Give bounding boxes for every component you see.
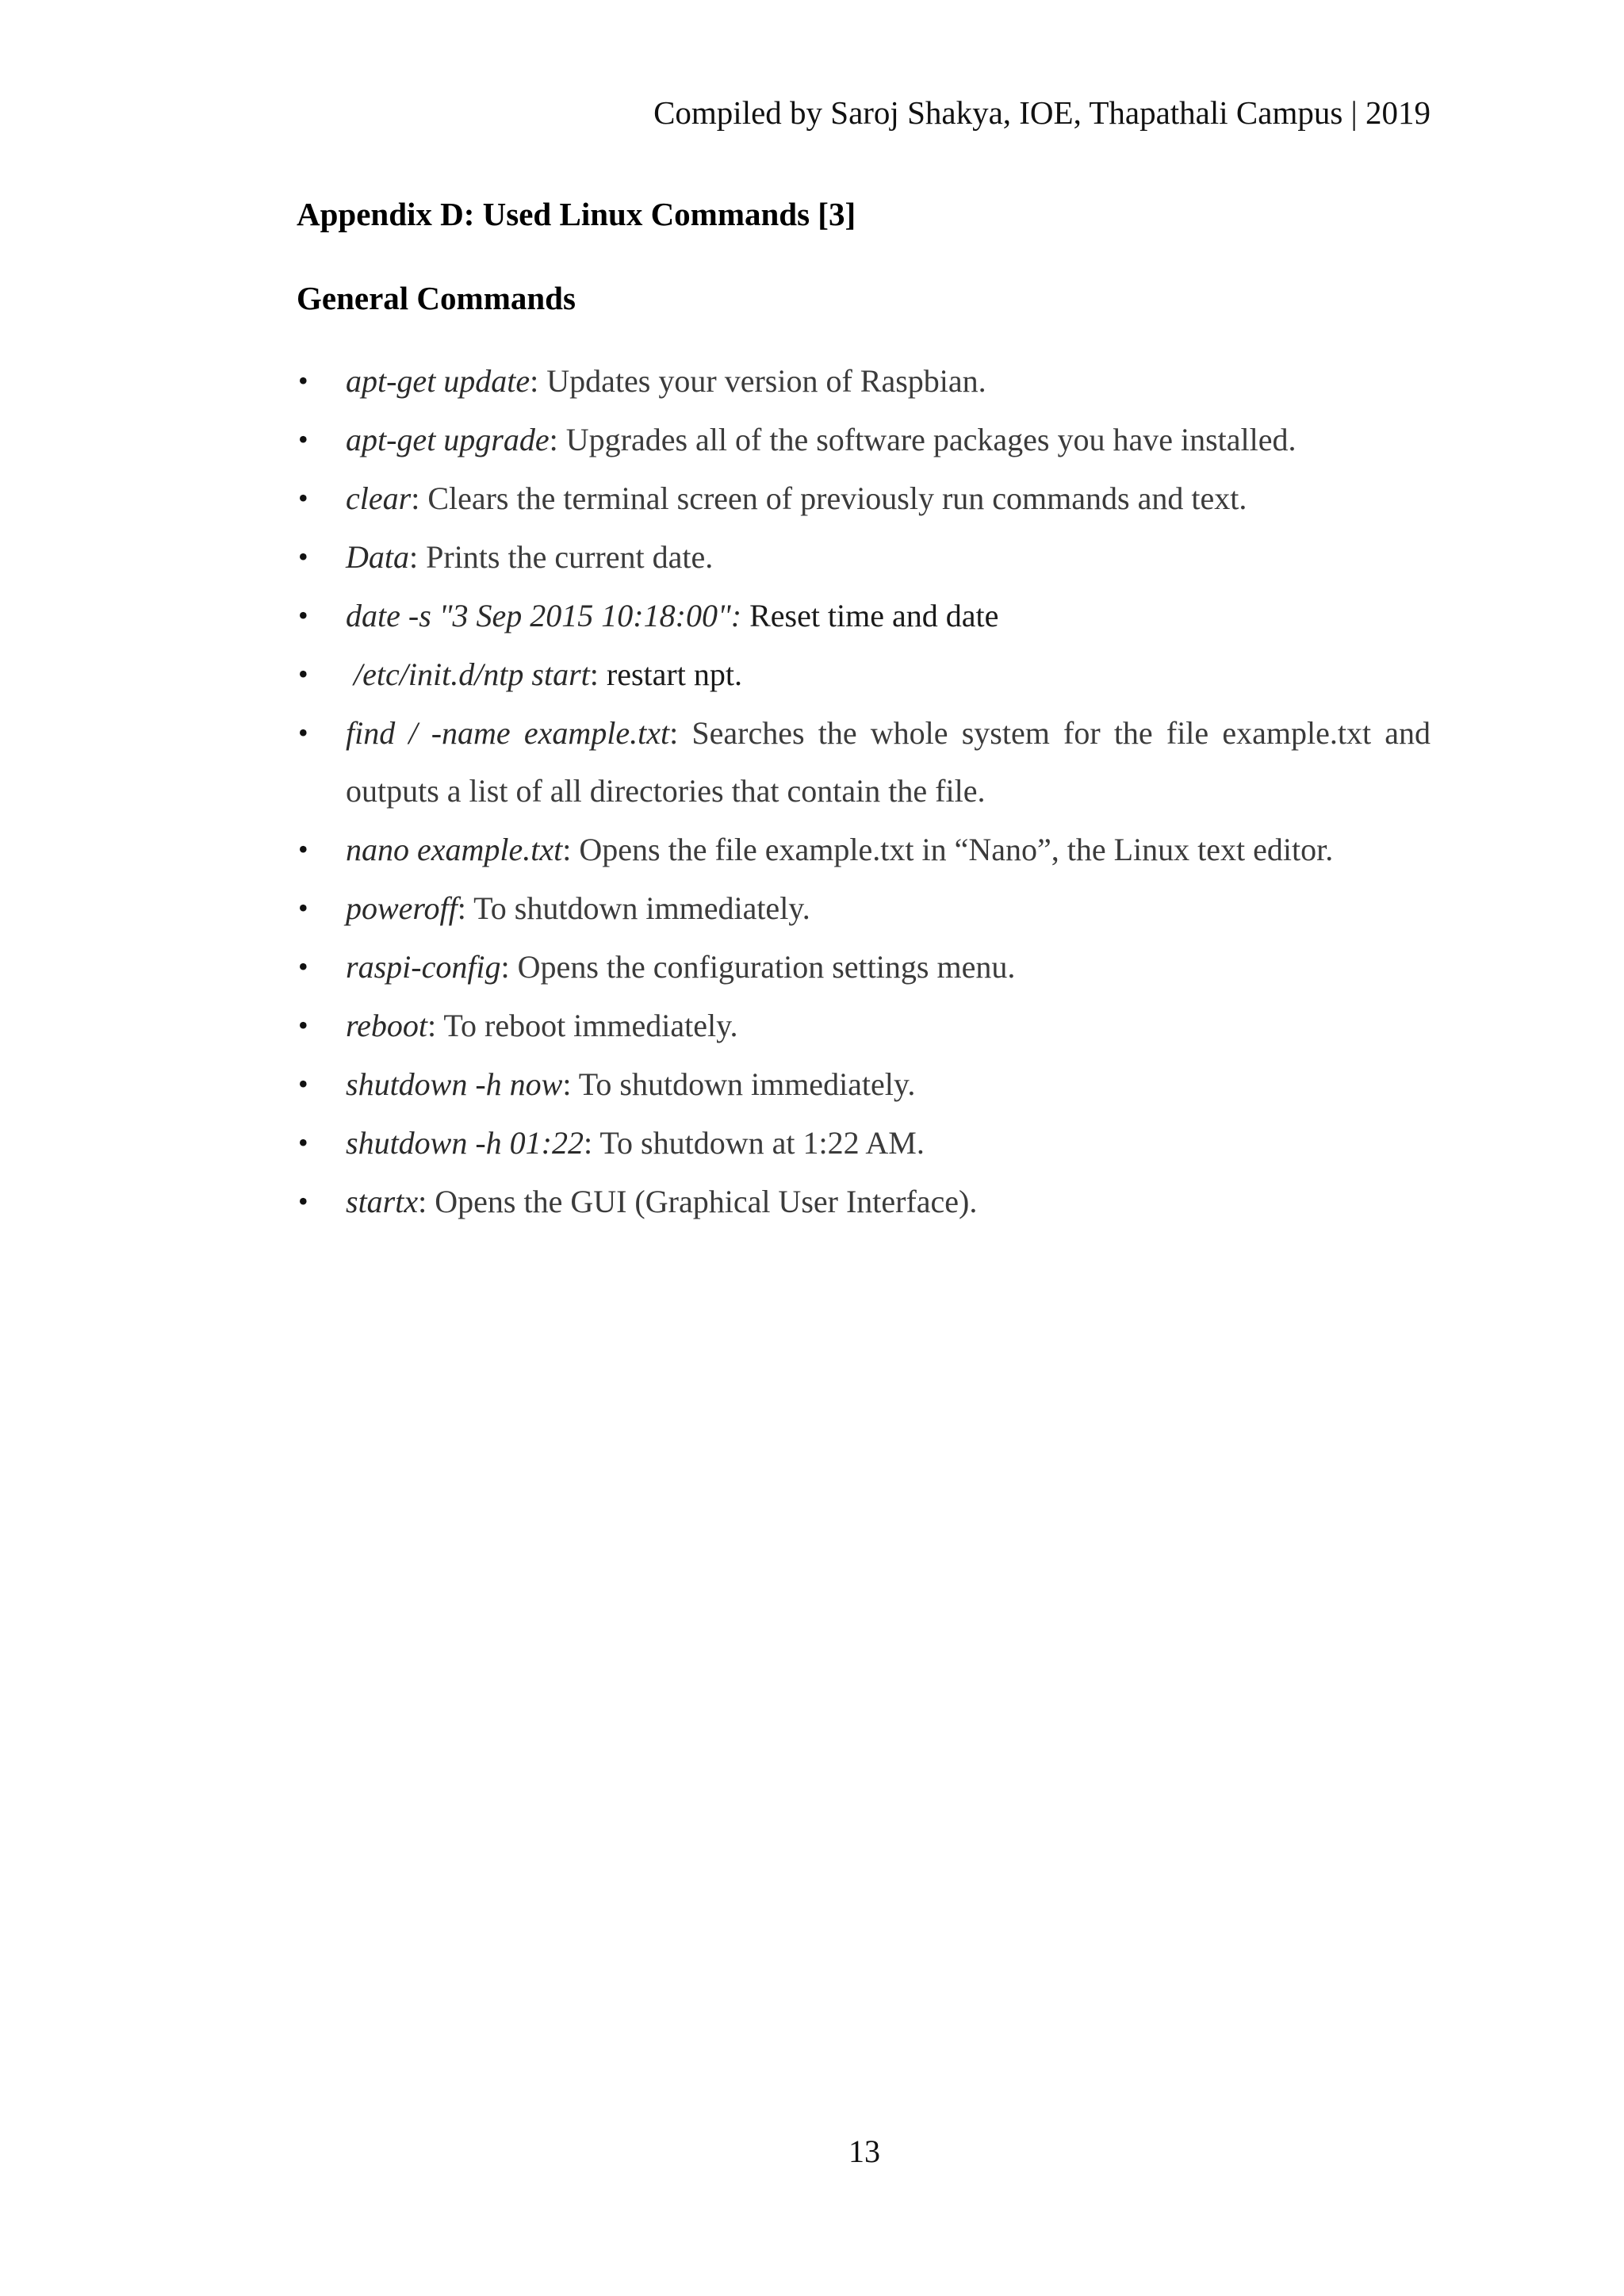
command-description: Reset time and date [741,598,999,633]
command-description: To shutdown immediately. [571,1066,916,1102]
command-name: shutdown -h 01:22 [346,1125,584,1161]
separator: : [530,363,539,399]
list-item [297,704,1431,820]
command-description: Opens the GUI (Graphical User Interface). [427,1184,978,1219]
list-item [297,1173,1431,1230]
command-description: Prints the current date. [418,539,714,575]
bullet-icon: • [298,833,308,865]
command-name: apt-get upgrade [346,422,550,457]
command-name: shutdown -h now [346,1066,563,1102]
separator: : [562,832,572,867]
command-description: Updates your version of Raspbian. [538,363,986,399]
command-name: startx [346,1184,419,1219]
list-item [297,821,1431,878]
page-number: 13 [848,2133,880,2169]
command-description: Opens the configuration settings menu. [509,949,1016,985]
bullet-icon: • [298,717,308,748]
separator: : [549,422,558,457]
separator: : [500,949,510,985]
command-name: /etc/init.d/ntp start [346,656,590,692]
bullet-icon: • [298,1068,308,1100]
appendix-title: Appendix D: Used Linux Commands [3] [297,196,856,232]
bullet-icon: • [298,1127,308,1158]
command-name: clear [346,480,412,516]
list-item [297,528,1431,586]
separator: : [669,715,679,751]
command-list [297,352,1431,1231]
list-item [297,1114,1431,1172]
command-description: Opens the file example.txt in “Nano”, the Linux text editor. [571,832,1334,867]
separator: : [457,890,466,926]
command-description: Searches the whole system for the file example.txt and outputs a list of all directories that contain the file. [346,715,1431,809]
separator: : [584,1125,593,1161]
separator: : [427,1008,437,1043]
bullet-icon: • [298,482,308,514]
bullet-icon: • [298,423,308,455]
command-name: raspi-config [346,949,501,985]
separator: : [411,480,420,516]
separator: : [409,539,419,575]
list-item [297,352,1431,410]
bullet-icon: • [298,1009,308,1041]
command-description: To reboot immediately. [436,1008,738,1043]
command-description: restart npt. [598,656,742,692]
section-title: General Commands [297,280,576,316]
command-name: reboot [346,1008,427,1043]
list-item [297,411,1431,469]
bullet-icon: • [298,599,308,631]
command-name: find / -name example.txt [346,715,670,751]
list-item [297,879,1431,937]
command-description: To shutdown immediately. [465,890,810,926]
list-item [297,645,1431,703]
bullet-icon: • [298,365,308,396]
command-name: nano example.txt [346,832,563,867]
bullet-icon: • [298,892,308,924]
command-name: date -s "3 Sep 2015 10:18:00": [346,598,742,633]
bullet-icon: • [298,541,308,572]
separator: : [418,1184,427,1219]
list-item [297,938,1431,996]
separator: : [562,1066,572,1102]
separator: : [589,656,599,692]
command-description: Upgrades all of the software packages you have installed. [557,422,1297,457]
list-item [297,997,1431,1054]
bullet-icon: • [298,951,308,982]
command-description: To shutdown at 1:22 AM. [592,1125,925,1161]
list-item [297,587,1431,645]
command-name: apt-get update [346,363,530,399]
bullet-icon: • [298,658,308,690]
command-description: Clears the terminal screen of previously run commands and text. [419,480,1247,516]
command-name: poweroff [346,890,458,926]
list-item [297,469,1431,527]
list-item [297,1055,1431,1113]
page-header: Compiled by Saroj Shakya, IOE, Thapathali Campus | 2019 [653,94,1431,131]
bullet-icon: • [298,1185,308,1217]
command-name: Data [346,539,409,575]
